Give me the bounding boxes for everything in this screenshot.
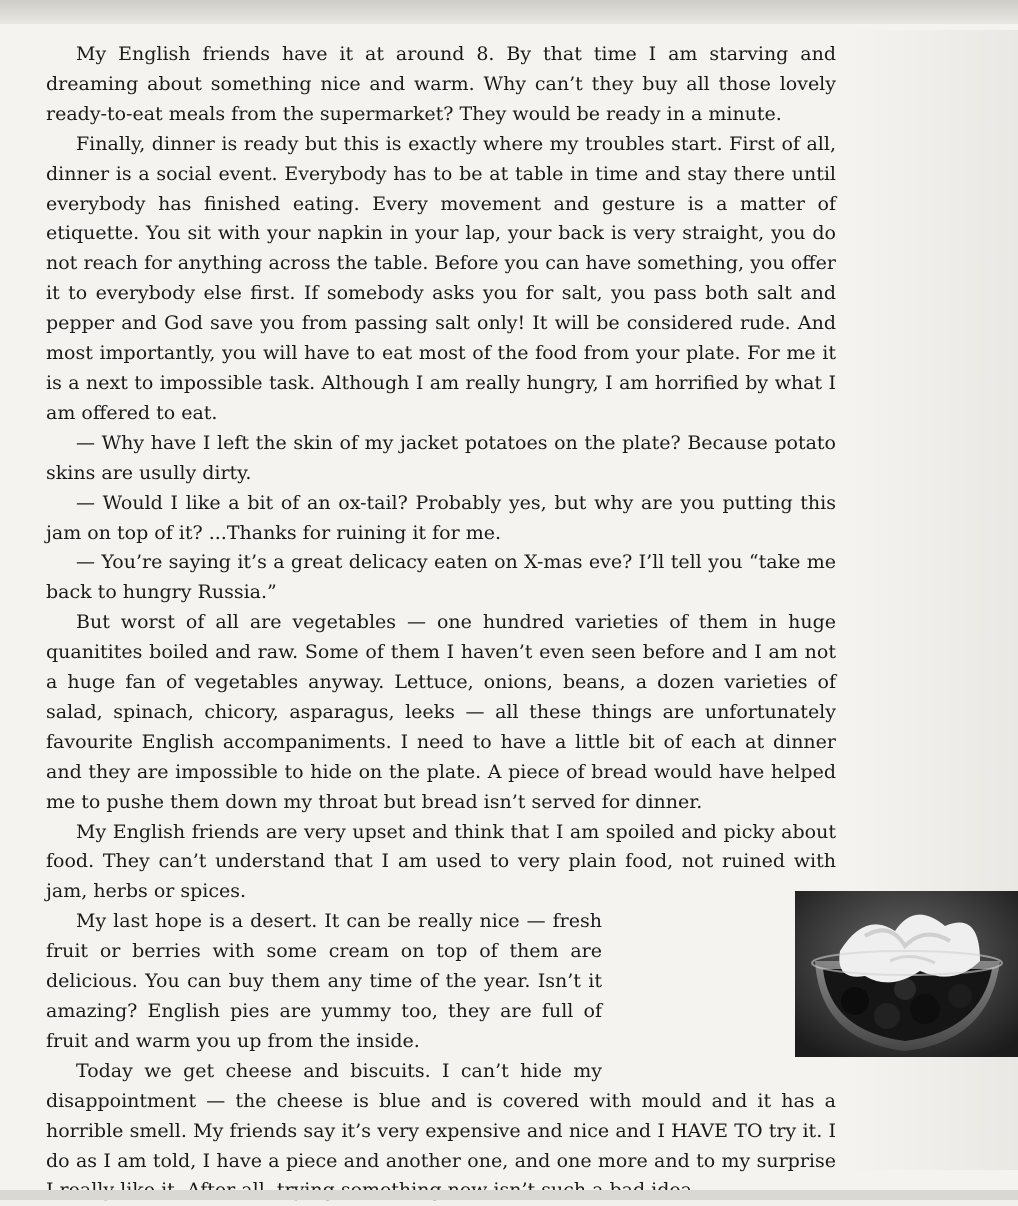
paragraph-6: But worst of all are vegetables — one hundred varieties of them in huge quanitites boiled and raw. Some of them I haven’t even seen before and I am not a huge fan of vegetables anyway. Lettuce, onions, beans, a dozen varieties of salad, spinach, chicory, asparagus, leeks — all these things are unfortunately favourite English accompaniments. I need to have a little bit of each at dinner and they are impossible to hide on the plate. A piece of bread would have helped me to pushe them down my throat but bread isn’t served for dinner. bbox=[46, 611, 836, 813]
article-body bbox=[46, 40, 836, 1206]
paragraph-3: — Why have I left the skin of my jacket potatoes on the plate? Because potato skins are usully dirty. bbox=[46, 431, 836, 484]
dessert-photo bbox=[795, 891, 1018, 1057]
bottom-edge bbox=[0, 1190, 1018, 1200]
paragraph-2: Finally, dinner is ready but this is exactly where my troubles start. First of all, dinner is a social event. Everybody has to be at table in time and stay there until everybody has finished eating. Every movement and gesture is a matter of etiquette. You sit with your napkin in your lap, your back is very straight, you do not reach for anything across the table. Before you can have something, you offer it to everybody else first. If somebody asks you for salt, you pass both salt and pepper and God save you from passing salt only! It will be considered rude. And most importantly, you will have to eat most of the food from your plate. For me it is a next to impossible task. Although I am really hungry, I am horrified by what I am offered to eat. bbox=[46, 132, 836, 424]
dessert-illustration bbox=[795, 891, 1018, 1057]
paragraph-9: Today we get cheese and biscuits. I can’t hide my disappointment — the cheese is blue and is covered with mould and it has a horrible smell. My friends say it’s very expensive and nice and I HAVE TO try it. I do as I am told, I have a piece and another one, and one more and to my surprise bbox=[46, 1059, 836, 1172]
paragraph-4: — Would I like a bit of an ox-tail? Probably yes, but why are you putting this jam on top of it? ...Thanks for ruining it for me. bbox=[46, 491, 836, 544]
paragraph-7: My English friends are very upset and think that I am spoiled and picky about food. They can’t understand that I am used to very plain food, not ruined with jam, herbs or spices. bbox=[46, 820, 836, 903]
paragraph-1: My English friends have it at around 8. By that time I am starving and dreaming about something nice and warm. Why can’t they buy all those lovely ready-to-eat meals from the supermarket? They would be ready in a minute. bbox=[46, 43, 836, 125]
torn-top-edge bbox=[0, 0, 1018, 24]
paragraph-5: — You’re saying it’s a great delicacy eaten on X-mas eve? I’ll tell you “take me back to hungry Russia.” bbox=[46, 551, 836, 604]
paragraph-8: My last hope is a desert. It can be really nice — fresh fruit or berries with some cream on top of them are delicious. You can buy them any time of the year. Isn’t it amazing? English pies are yummy too, they are full of fruit and warm you up from the inside. bbox=[46, 910, 602, 1052]
